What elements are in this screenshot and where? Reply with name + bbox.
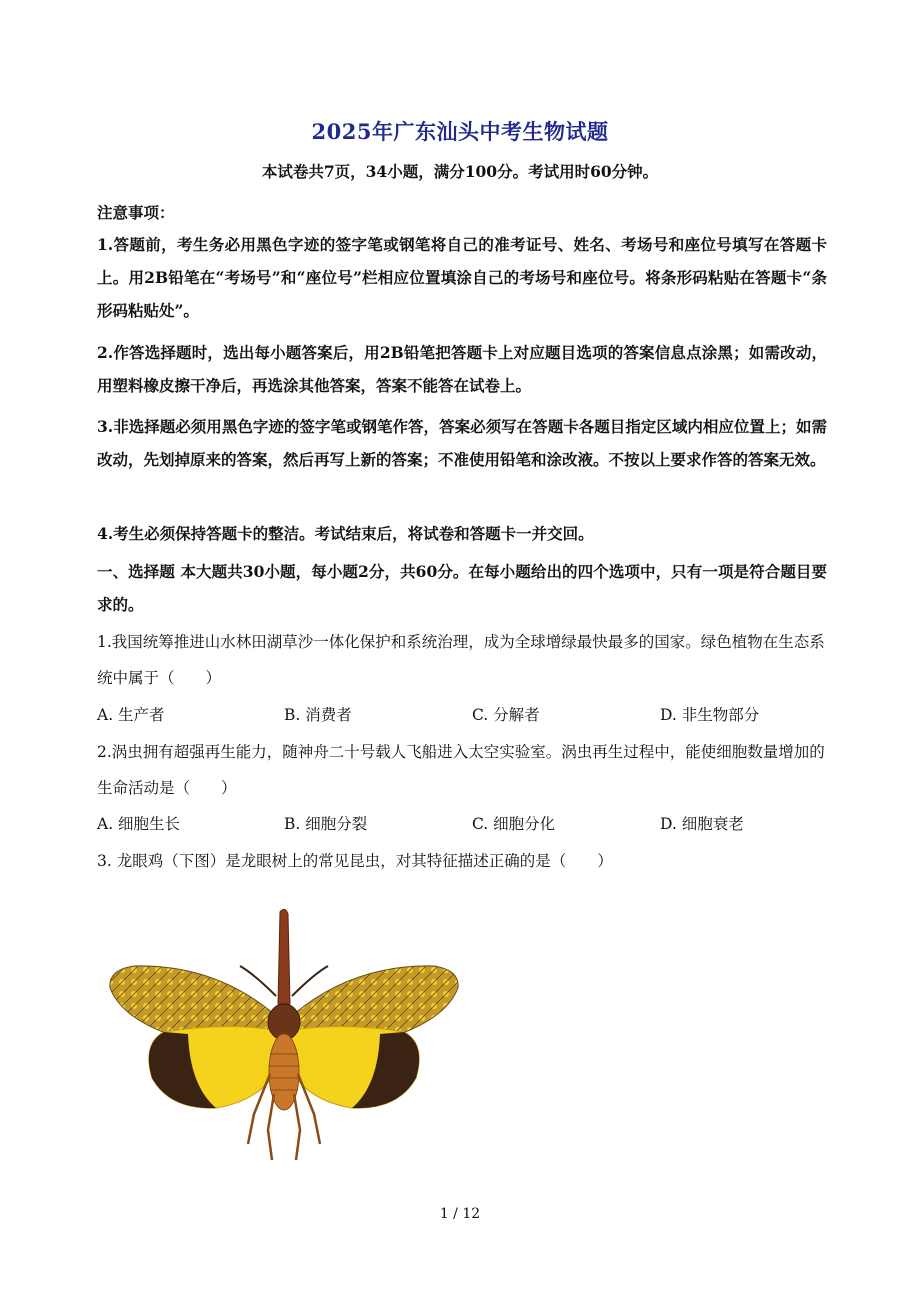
page-number: 1 / 12 [439,1206,481,1222]
q2-option-b: B. 细胞分裂 [284,815,368,833]
exam-title: 2025年广东汕头中考生物试题 [311,119,609,144]
notice-item-3: 3.非选择题必须用黑色字迹的签字笔或钢笔作答，答案必须写在答题卡各题目指定区域内相应位置上；如需改动，先划掉原来的答案，然后再写上新的答案；不准使用铅笔和涂改液。不按以上要求作答的答案无效。 [97,417,827,469]
question-1-options [97,703,827,733]
question-3-stem: 3. 龙眼鸡（下图）是龙眼树上的常见昆虫，对其特征描述正确的是（ ） [97,852,613,870]
notice-item-4: 4.考生必须保持答题卡的整洁。考试结束后，将试卷和答题卡一并交回。 [97,524,594,543]
q1-option-a: A. 生产者 [97,706,165,724]
q1-option-c: C. 分解者 [472,706,540,724]
q2-option-a: A. 细胞生长 [97,815,181,833]
lanternfly-insect-image [104,904,470,1166]
q2-option-c: C. 细胞分化 [472,815,556,833]
notice-heading: 注意事项： [97,203,175,222]
notice-item-2: 2.作答选择题时，选出每小题答案后，用2B铅笔把答题卡上对应题目选项的答案信息点涂黑；如需改动，用塑料橡皮擦干净后，再选涂其他答案，答案不能答在试卷上。 [97,343,827,395]
notice-item-1: 1.答题前，考生务必用黑色字迹的签字笔或钢笔将自己的准考证号、姓名、考场号和座位号填写在答题卡上。用2B铅笔在“考场号”和“座位号”栏相应位置填涂自己的考场号和座位号。将条形码粘贴在答题卡“条形码粘贴处”。 [97,235,827,320]
q1-option-b: B. 消费者 [284,706,352,724]
question-2-stem: 2.涡虫拥有超强再生能力，随神舟二十号载人飞船进入太空实验室。涡虫再生过程中，能使细胞数量增加的生命活动是（ ） [97,743,825,797]
q2-option-d: D. 细胞衰老 [660,815,744,833]
exam-subtitle: 本试卷共7页，34小题，满分100分。考试用时60分钟。 [261,162,659,181]
section-heading: 一、选择题 本大题共30小题，每小题2分，共60分。在每小题给出的四个选项中，只有一项是符合题目要求的。 [97,562,827,614]
question-2-options [97,812,827,842]
question-1-stem: 1.我国统筹推进山水林田湖草沙一体化保护和系统治理，成为全球增绿最快最多的国家。绿色植物在生态系统中属于（ ） [97,633,825,687]
q1-option-d: D. 非生物部分 [660,706,760,724]
